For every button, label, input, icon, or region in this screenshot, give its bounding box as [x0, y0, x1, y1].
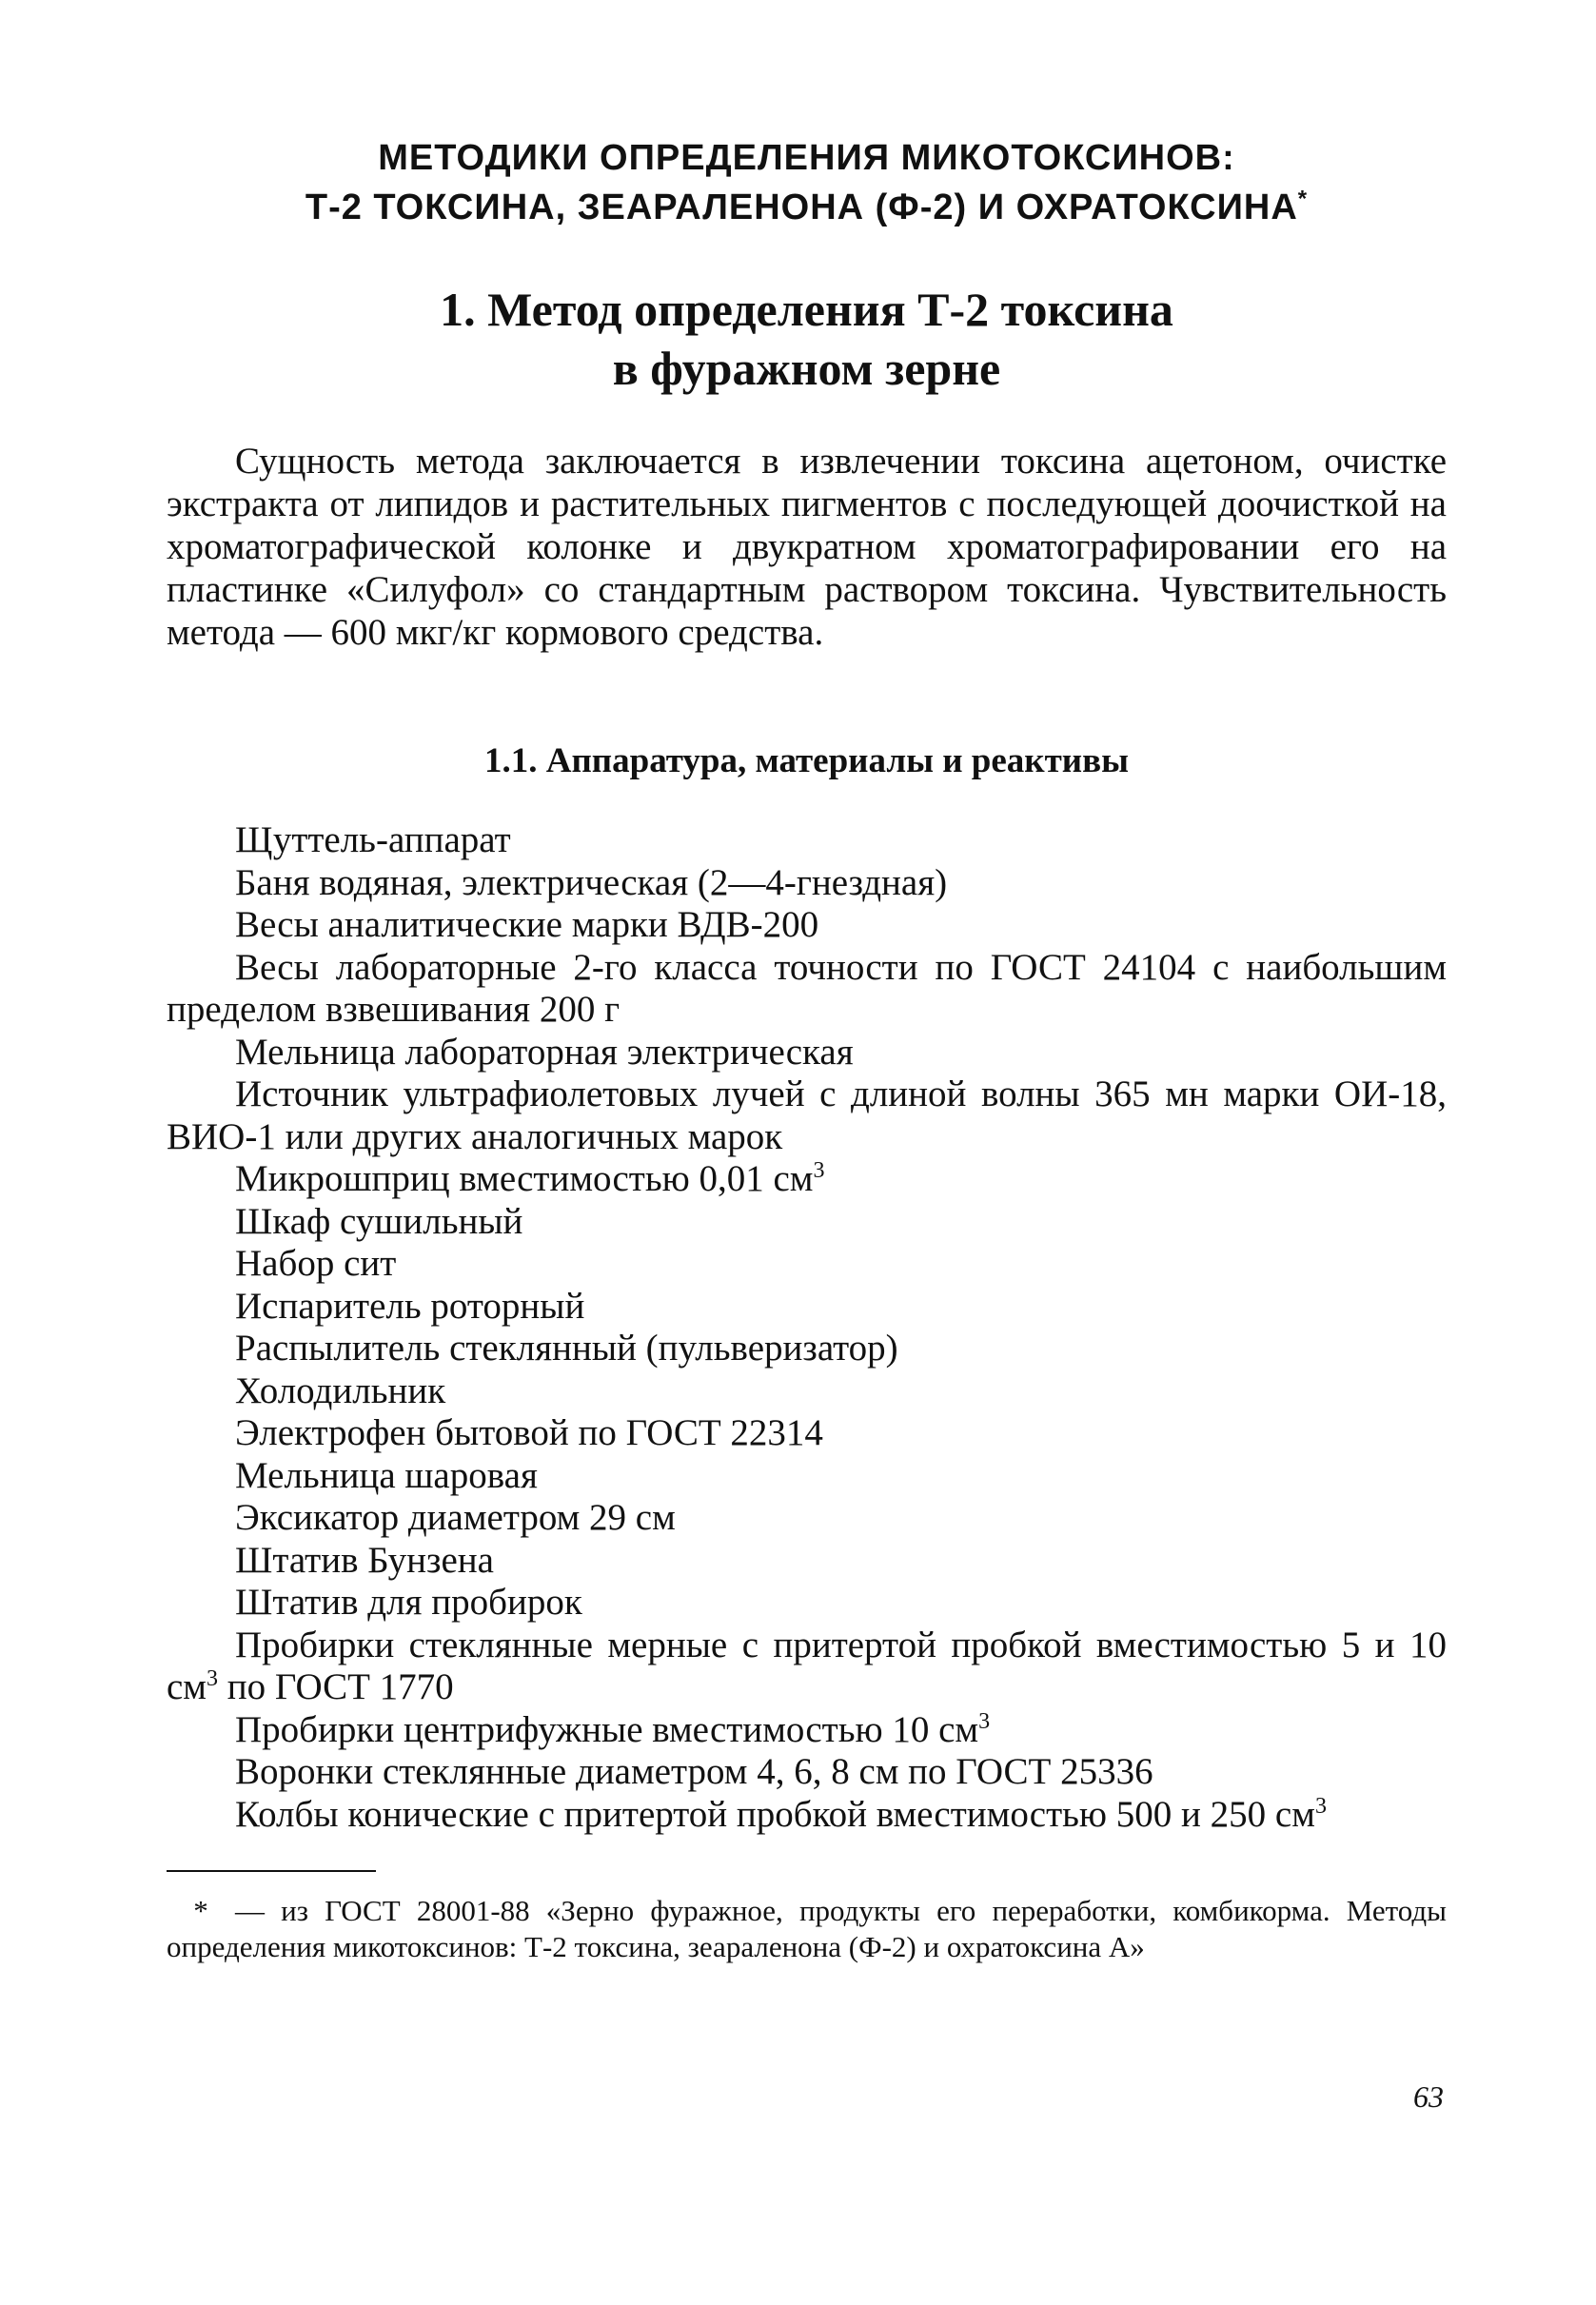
method-essence-paragraph: Сущность метода заключается в извлечении токсина ацетоном, очистке экстракта от липидов и растительных пигментов с последующей доочисткой на хроматографической колонке и двукратном хроматографировании его на пластинке «Силуфол» со стандартным раствором токсина. Чувствительность метода — 600 мкг/кг кормового средства.: [167, 441, 1447, 653]
footnote: [167, 1893, 1447, 1965]
document-page: [167, 133, 1447, 1965]
apparatus-item-text: Воронки стеклянные диаметром 4, 6, 8 см по ГОСТ 25336: [235, 1751, 1153, 1792]
section-title-line-1: МЕТОДИКИ ОПРЕДЕЛЕНИЯ МИКОТОКСИНОВ:: [378, 138, 1235, 178]
method-title-line-2: в фуражном зерне: [612, 342, 1001, 395]
apparatus-item-superscript: 3: [1314, 1793, 1327, 1819]
apparatus-list-item: [167, 1032, 1447, 1074]
apparatus-item-text: Баня водяная, электрическая (2—4-гнездная): [235, 861, 948, 903]
apparatus-item-text: Эксикатор диаметром 29 см: [235, 1497, 676, 1538]
apparatus-list: [167, 819, 1447, 1836]
apparatus-title: 1.1. Аппаратура, материалы и реактивы: [484, 741, 1129, 780]
footnote-divider: [167, 1870, 376, 1872]
apparatus-list-item: [167, 1497, 1447, 1540]
apparatus-item-text: Набор сит: [235, 1243, 397, 1284]
method-title-line-1: 1. Метод определения Т-2 токсина: [440, 283, 1173, 336]
apparatus-list-item: [167, 1709, 1447, 1752]
apparatus-item-text: Микрошприц вместимостью 0,01 см: [235, 1158, 814, 1199]
apparatus-list-item: [167, 1751, 1447, 1794]
apparatus-list-item: [167, 819, 1447, 862]
section-title-line-2: Т-2 ТОКСИНА, ЗЕАРАЛЕНОНА (Ф-2) И ОХРАТОКСИНА: [305, 187, 1298, 227]
apparatus-list-item: [167, 1243, 1447, 1286]
apparatus-item-superscript: 3: [813, 1158, 825, 1183]
apparatus-list-item: [167, 1625, 1447, 1709]
apparatus-item-text: Пробирки центрифужные вместимостью 10 см: [235, 1708, 979, 1750]
method-title: [167, 280, 1447, 398]
apparatus-item-text: Штатив для пробирок: [235, 1582, 582, 1623]
apparatus-list-item: [167, 1286, 1447, 1329]
apparatus-item-text: Весы лабораторные 2-го класса точности по ГОСТ 24104 с наибольшим пределом взвешивания 200 г: [167, 946, 1447, 1030]
apparatus-list-item: [167, 1540, 1447, 1583]
section-title: [167, 133, 1447, 232]
apparatus-item-text: Пробирки стеклянные мерные с притертой пробкой вместимостью 5 и 10 см: [167, 1624, 1447, 1707]
apparatus-item-text: Мельница лабораторная электрическая: [235, 1031, 854, 1073]
apparatus-item-text: Щуттель-аппарат: [235, 819, 511, 860]
apparatus-item-text: Испаритель роторный: [235, 1285, 585, 1327]
apparatus-item-text: Мельница шаровая: [235, 1454, 538, 1496]
apparatus-list-item: [167, 1582, 1447, 1625]
apparatus-list-item: [167, 1201, 1447, 1244]
footnote-text: — из ГОСТ 28001-88 «Зерно фуражное, продукты его переработки, комбикорма. Методы определения микотоксинов: Т-2 токсина, зеараленона (Ф-2) и охратоксина А»: [167, 1894, 1447, 1963]
apparatus-list-item: [167, 1370, 1447, 1413]
apparatus-item-superscript: 3: [207, 1666, 218, 1691]
apparatus-item-tail: по ГОСТ 1770: [218, 1666, 454, 1707]
apparatus-item-text: Источник ультрафиолетовых лучей с длиной волны 365 мн марки ОИ-18, ВИО-1 или других аналогичных марок: [167, 1074, 1447, 1157]
apparatus-item-text: Колбы конические с притертой пробкой вместимостью 500 и 250 см: [235, 1793, 1315, 1835]
apparatus-list-item: [167, 947, 1447, 1032]
apparatus-list-item: [167, 1794, 1447, 1837]
footnote-mark: *: [193, 1894, 208, 1927]
apparatus-item-text: Холодильник: [235, 1369, 446, 1411]
section-title-footnote-mark: *: [1297, 186, 1309, 212]
apparatus-list-item: [167, 1074, 1447, 1158]
page-number: 63: [1413, 2079, 1444, 2114]
apparatus-item-text: Электрофен бытовой по ГОСТ 22314: [235, 1412, 823, 1453]
apparatus-list-item: [167, 862, 1447, 905]
apparatus-list-item: [167, 1158, 1447, 1201]
apparatus-item-text: Штатив Бунзена: [235, 1539, 494, 1581]
apparatus-list-item: [167, 904, 1447, 947]
apparatus-list-item: [167, 1328, 1447, 1370]
apparatus-item-superscript: 3: [978, 1708, 991, 1734]
apparatus-item-text: Распылитель стеклянный (пульверизатор): [235, 1328, 898, 1369]
apparatus-item-text: Шкаф сушильный: [235, 1200, 523, 1242]
apparatus-list-item: [167, 1455, 1447, 1498]
apparatus-item-text: Весы аналитические марки ВДВ-200: [235, 904, 819, 945]
apparatus-list-item: [167, 1412, 1447, 1455]
